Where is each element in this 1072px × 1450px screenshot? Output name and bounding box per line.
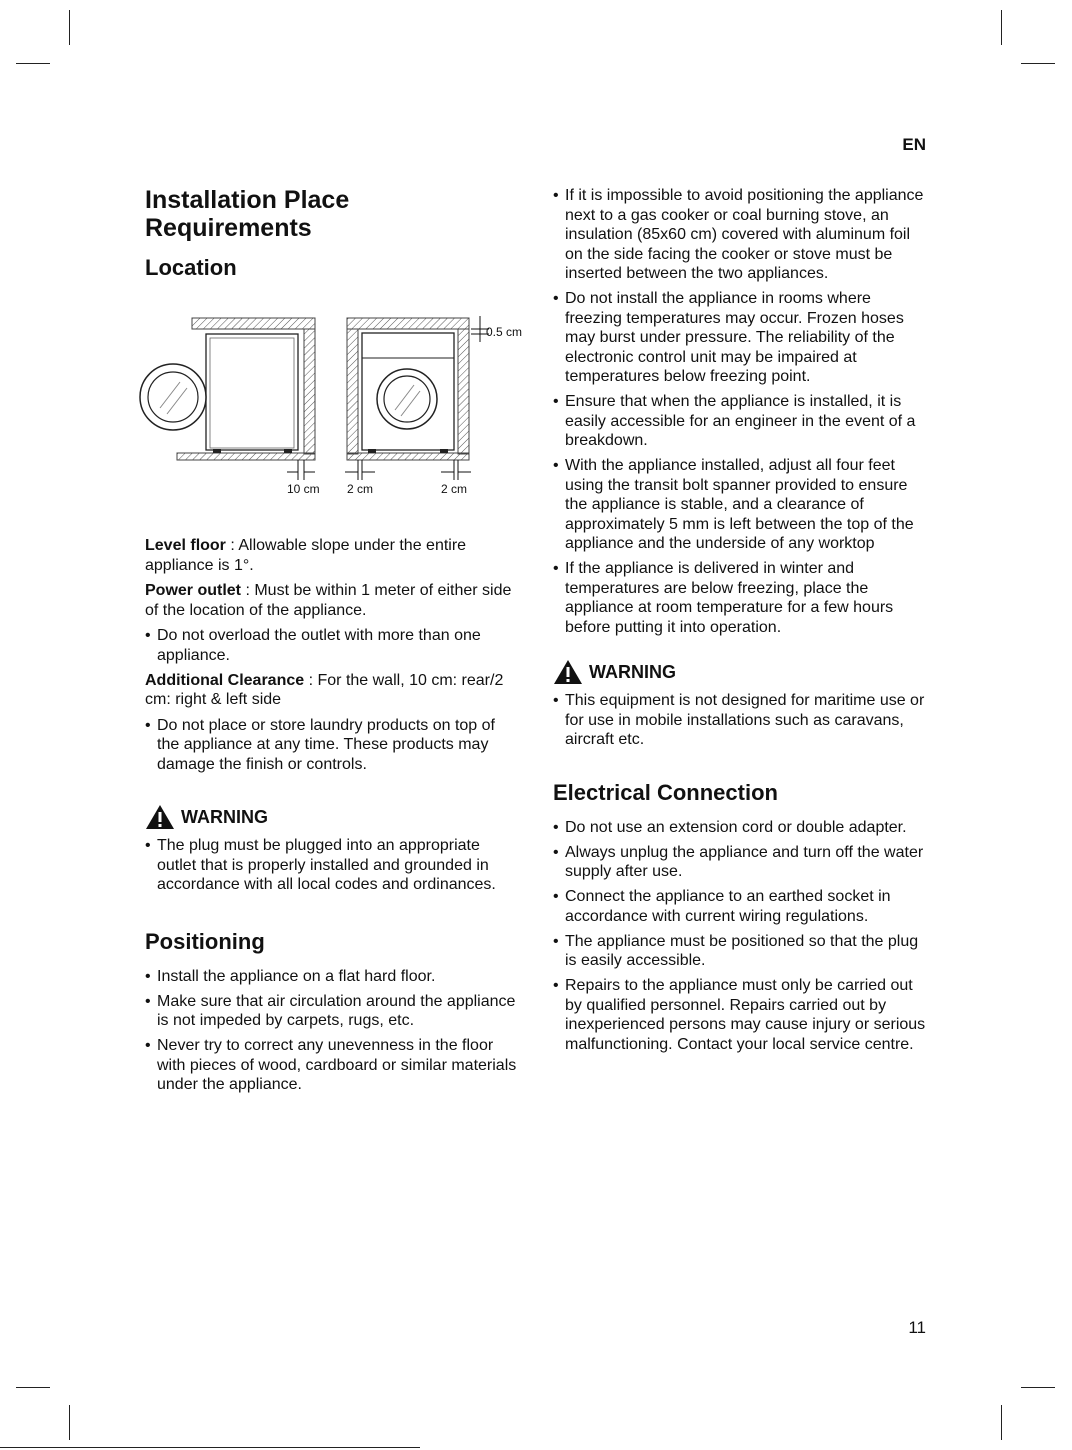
list-item: • Do not overload the outlet with more than one appliance. (145, 626, 517, 665)
footer-rule (0, 1447, 420, 1448)
dimension-label-left-side: 2 cm (347, 482, 374, 496)
crop-mark (69, 10, 70, 45)
page-number: 11 (908, 1318, 926, 1337)
positioning-heading: Positioning (145, 928, 265, 954)
crop-mark (1001, 10, 1002, 45)
crop-mark (16, 1387, 50, 1388)
crop-mark (1001, 1405, 1002, 1440)
list-item: • With the appliance installed, adjust all four feet using the transit bolt spanner provided to ensure the appliance is stable, and a clearance of approximately 5 mm is left between the top of the appliance and the underside of any worktop (553, 456, 928, 554)
clearance-label: Additional Clearance (145, 671, 305, 689)
page-title: Installation Place Requirements (145, 186, 350, 242)
electrical-heading: Electrical Connection (553, 779, 778, 805)
crop-mark (69, 1405, 70, 1440)
list-item: • Do not install the appliance in rooms where freezing temperatures may occur. Frozen hoses may burst under pressure. The reliability of the electronic control unit may be impaired at temperatures below freezing point. (553, 289, 928, 387)
crop-mark (1021, 1387, 1055, 1388)
list-item: • The appliance must be positioned so that the plug is easily accessible. (553, 932, 928, 971)
level-floor-text: : Allowable slope under the entire appliance is 1°. (145, 537, 467, 574)
front-view-diagram (347, 318, 469, 460)
power-outlet-label: Power outlet (145, 582, 242, 599)
left-column-body (145, 536, 517, 1100)
dimension-label-rear: 10 cm (287, 482, 320, 496)
dimension-label-right-side: 2 cm (441, 482, 468, 496)
crop-mark (1021, 63, 1055, 64)
warning-list (145, 836, 517, 895)
side-view-diagram (140, 318, 315, 460)
list-item: • This equipment is not designed for maritime use or for use in mobile installations such as caravans, aircraft etc. (553, 691, 928, 750)
list-item: • Connect the appliance to an earthed socket in accordance with current wiring regulations. (553, 887, 928, 926)
list-item: • Install the appliance on a flat hard floor. (145, 967, 517, 987)
level-floor-paragraph (145, 536, 517, 575)
list-item: • Ensure that when the appliance is installed, it is easily accessible for an engineer in the event of a breakdown. (553, 392, 928, 451)
right-column (553, 186, 928, 1060)
location-heading: Location (145, 255, 237, 280)
warning-title: WARNING (589, 661, 676, 682)
crop-mark (16, 63, 50, 64)
list-item: • If the appliance is delivered in winter and temperatures are below freezing, place the appliance at room temperature for a few hours before putting it into operation. (553, 559, 928, 637)
list-item: • Repairs to the appliance must only be carried out by qualified personnel. Repairs carried out by inexperienced persons may cause injury or serious malfunctioning. Contact your local service centre. (553, 976, 928, 1054)
positioning-list (145, 967, 517, 1095)
laundry-list (145, 716, 517, 775)
electrical-list (553, 818, 928, 1055)
warning-list (553, 691, 928, 750)
list-item: • If it is impossible to avoid positioning the appliance next to a gas cooker or coal burning stove, an insulation (85x60 cm) covered with aluminum foil on the side facing the cooker or stove must be inserted between the two appliances. (553, 186, 928, 284)
warning-heading (553, 659, 928, 685)
list-item: • Make sure that air circulation around the appliance is not impeded by carpets, rugs, etc. (145, 992, 517, 1031)
list-item: • Always unplug the appliance and turn off the water supply after use. (553, 843, 928, 882)
warning-title: WARNING (181, 806, 268, 827)
warning-heading (145, 804, 517, 830)
left-column (145, 186, 517, 281)
list-item: • The plug must be plugged into an appropriate outlet that is properly installed and grounded in accordance with all local codes and ordinances. (145, 836, 517, 895)
overload-list (145, 626, 517, 665)
level-floor-label: Level floor (145, 537, 226, 554)
clearance-text: : For the wall, 10 cm: rear/2 cm: right & left side (145, 671, 504, 708)
list-item: • Do not use an extension cord or double adapter. (553, 818, 928, 838)
power-outlet-text: : Must be within 1 meter of either side of the location of the appliance. (145, 582, 512, 619)
clearance-diagram (135, 312, 530, 502)
list-item: • Do not place or store laundry products on top of the appliance at any time. These products may damage the finish or controls. (145, 716, 517, 775)
clearance-paragraph (145, 671, 517, 710)
list-item: • Never try to correct any unevenness in the floor with pieces of wood, cardboard or similar materials under the appliance. (145, 1036, 517, 1095)
warning-icon (553, 659, 583, 685)
placement-list (553, 186, 928, 637)
warning-icon (145, 804, 175, 830)
power-outlet-paragraph (145, 581, 517, 620)
dimension-label-top: 0.5 cm (486, 325, 523, 339)
language-label: EN (902, 135, 926, 154)
